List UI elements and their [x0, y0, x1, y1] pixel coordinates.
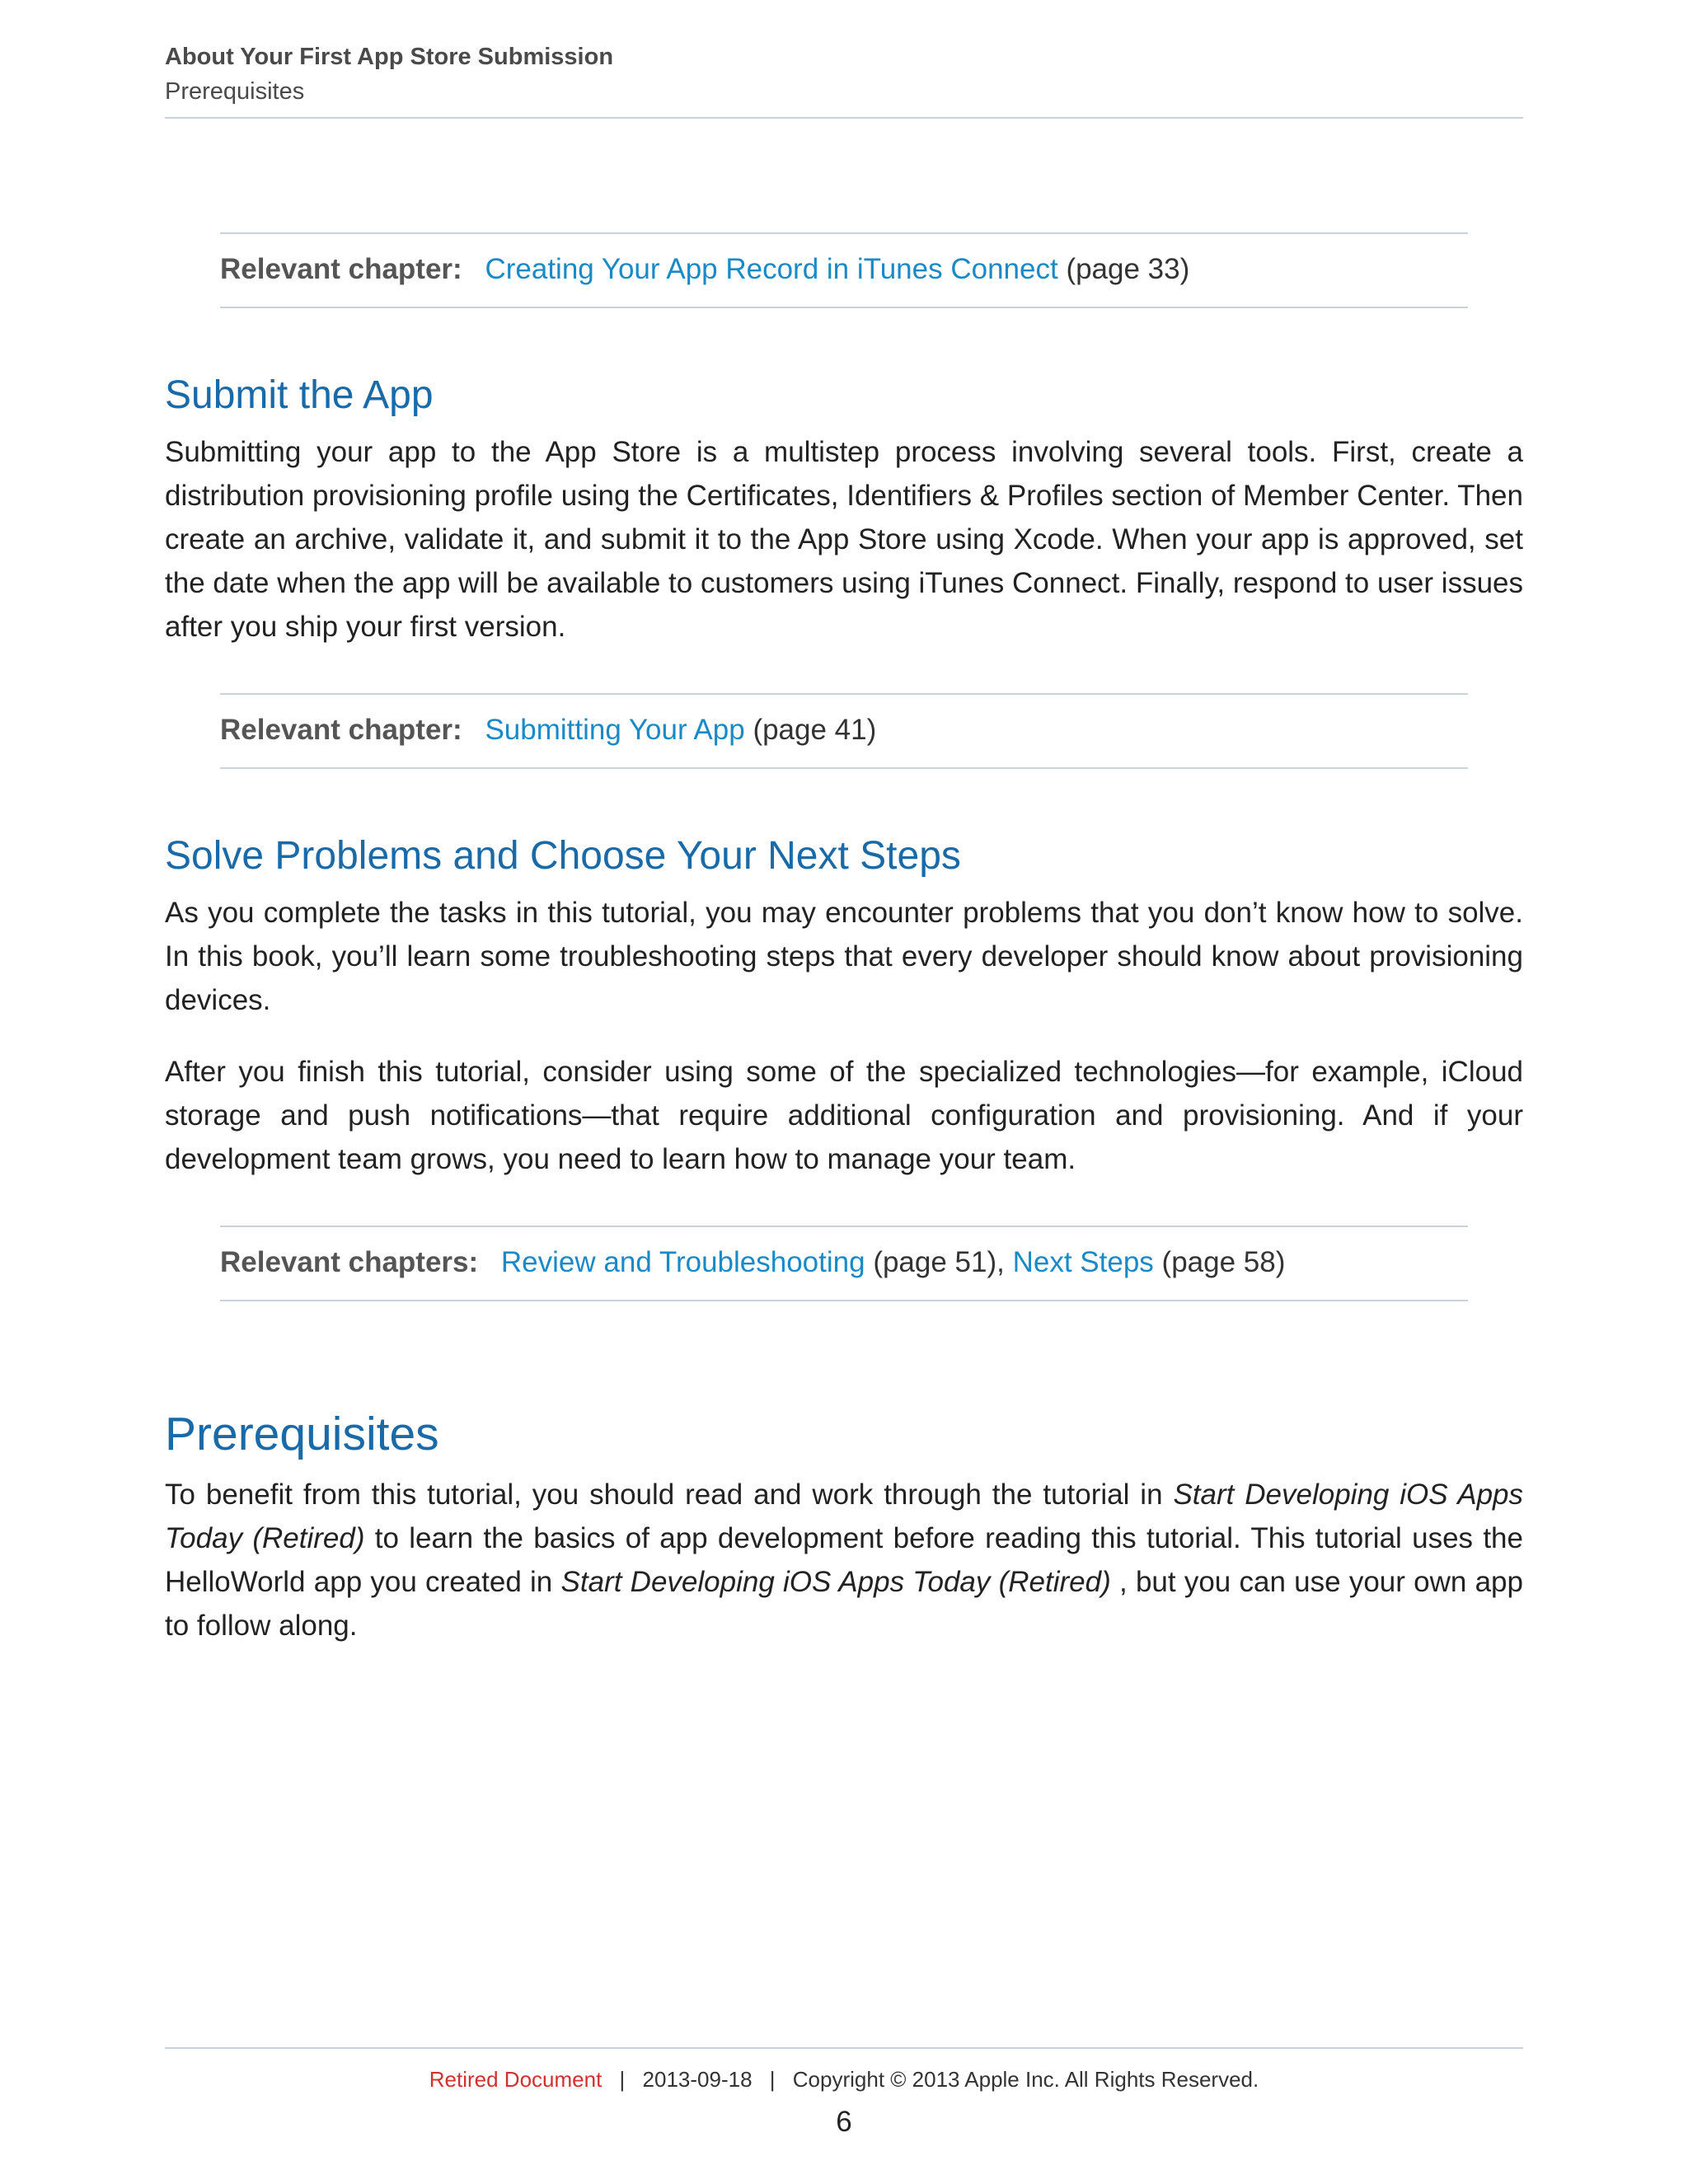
main-content	[165, 232, 1523, 1675]
heading-prerequisites: Prerequisites	[165, 1408, 439, 1460]
paragraph-solve-2: After you finish this tutorial, consider using some of the specialized technologies—for example, iCloud storage and push notifications—that require additional configuration and provisioning. And if your development team grows, you need to learn how to manage your team.	[165, 1056, 1523, 1175]
relevant-chapters-next	[220, 1226, 1468, 1301]
page-ref: (page 41)	[753, 714, 877, 746]
prereq-book-title-a: Start Developing iOS Apps Today (Retired)	[165, 1479, 1524, 1554]
page-footer	[165, 2047, 1523, 2093]
link-review-troubleshooting[interactable]: Review and Troubleshooting	[500, 1246, 865, 1278]
footer-date: 2013-09-18	[642, 2067, 753, 2092]
relevant-chapter-label: Relevant chapter:	[220, 253, 462, 285]
paragraph-solve-1: As you complete the tasks in this tutorial, you may encounter problems that you don’t know how to solve. In this book, you’ll learn some troubleshooting steps that every developer should know about provisioning devices.	[165, 897, 1523, 1016]
relevant-chapter-label: Relevant chapter:	[220, 714, 462, 746]
prereq-text-c: , but you can use your own app to follow along.	[165, 1566, 1523, 1642]
prereq-text-b: to learn the basics of app development before reading this tutorial. This tutorial uses the HelloWorld app you created in	[165, 1522, 1523, 1598]
heading-submit-the-app: Submit the App	[165, 373, 434, 417]
relevant-chapter-itunes	[220, 232, 1468, 308]
footer-separator: |	[769, 2067, 776, 2092]
relevant-chapters-label: Relevant chapters:	[220, 1246, 479, 1278]
link-creating-app-record[interactable]: Creating Your App Record in iTunes Connect	[485, 253, 1058, 285]
running-header	[165, 40, 1523, 119]
heading-solve-problems: Solve Problems and Choose Your Next Steps	[165, 834, 961, 878]
relevant-chapter-submitting	[220, 693, 1468, 769]
page-ref: (page 51),	[873, 1246, 1005, 1278]
header-title: About Your First App Store Submission	[165, 44, 614, 70]
page-ref: (page 33)	[1066, 253, 1190, 285]
page-number: 6	[836, 2106, 852, 2138]
link-next-steps[interactable]: Next Steps	[1012, 1246, 1154, 1278]
footer-separator: |	[619, 2067, 626, 2092]
prereq-text-a: To benefit from this tutorial, you should read and work through the tutorial in	[165, 1479, 1174, 1511]
paragraph-prerequisites	[165, 1473, 1523, 1647]
link-submitting-your-app[interactable]: Submitting Your App	[485, 714, 745, 746]
footer-copyright: Copyright © 2013 Apple Inc. All Rights Reserved.	[792, 2067, 1259, 2092]
header-section: Prerequisites	[165, 78, 305, 105]
paragraph-submit: Submitting your app to the App Store is a multistep process involving several tools. First, create a distribution provisioning profile using the Certificates, Identifiers & Profiles section of Member Center. Then create an archive, validate it, and submit it to the App Store using Xcode. When your app is approved, set the date when the app will be available to customers using iTunes Connect. Finally, respond to user issues after you ship your first version.	[165, 436, 1523, 643]
retired-document-link[interactable]: Retired Document	[429, 2067, 603, 2092]
prereq-book-title-b: Start Developing iOS Apps Today (Retired)	[560, 1566, 1111, 1598]
page-ref: (page 58)	[1161, 1246, 1286, 1278]
